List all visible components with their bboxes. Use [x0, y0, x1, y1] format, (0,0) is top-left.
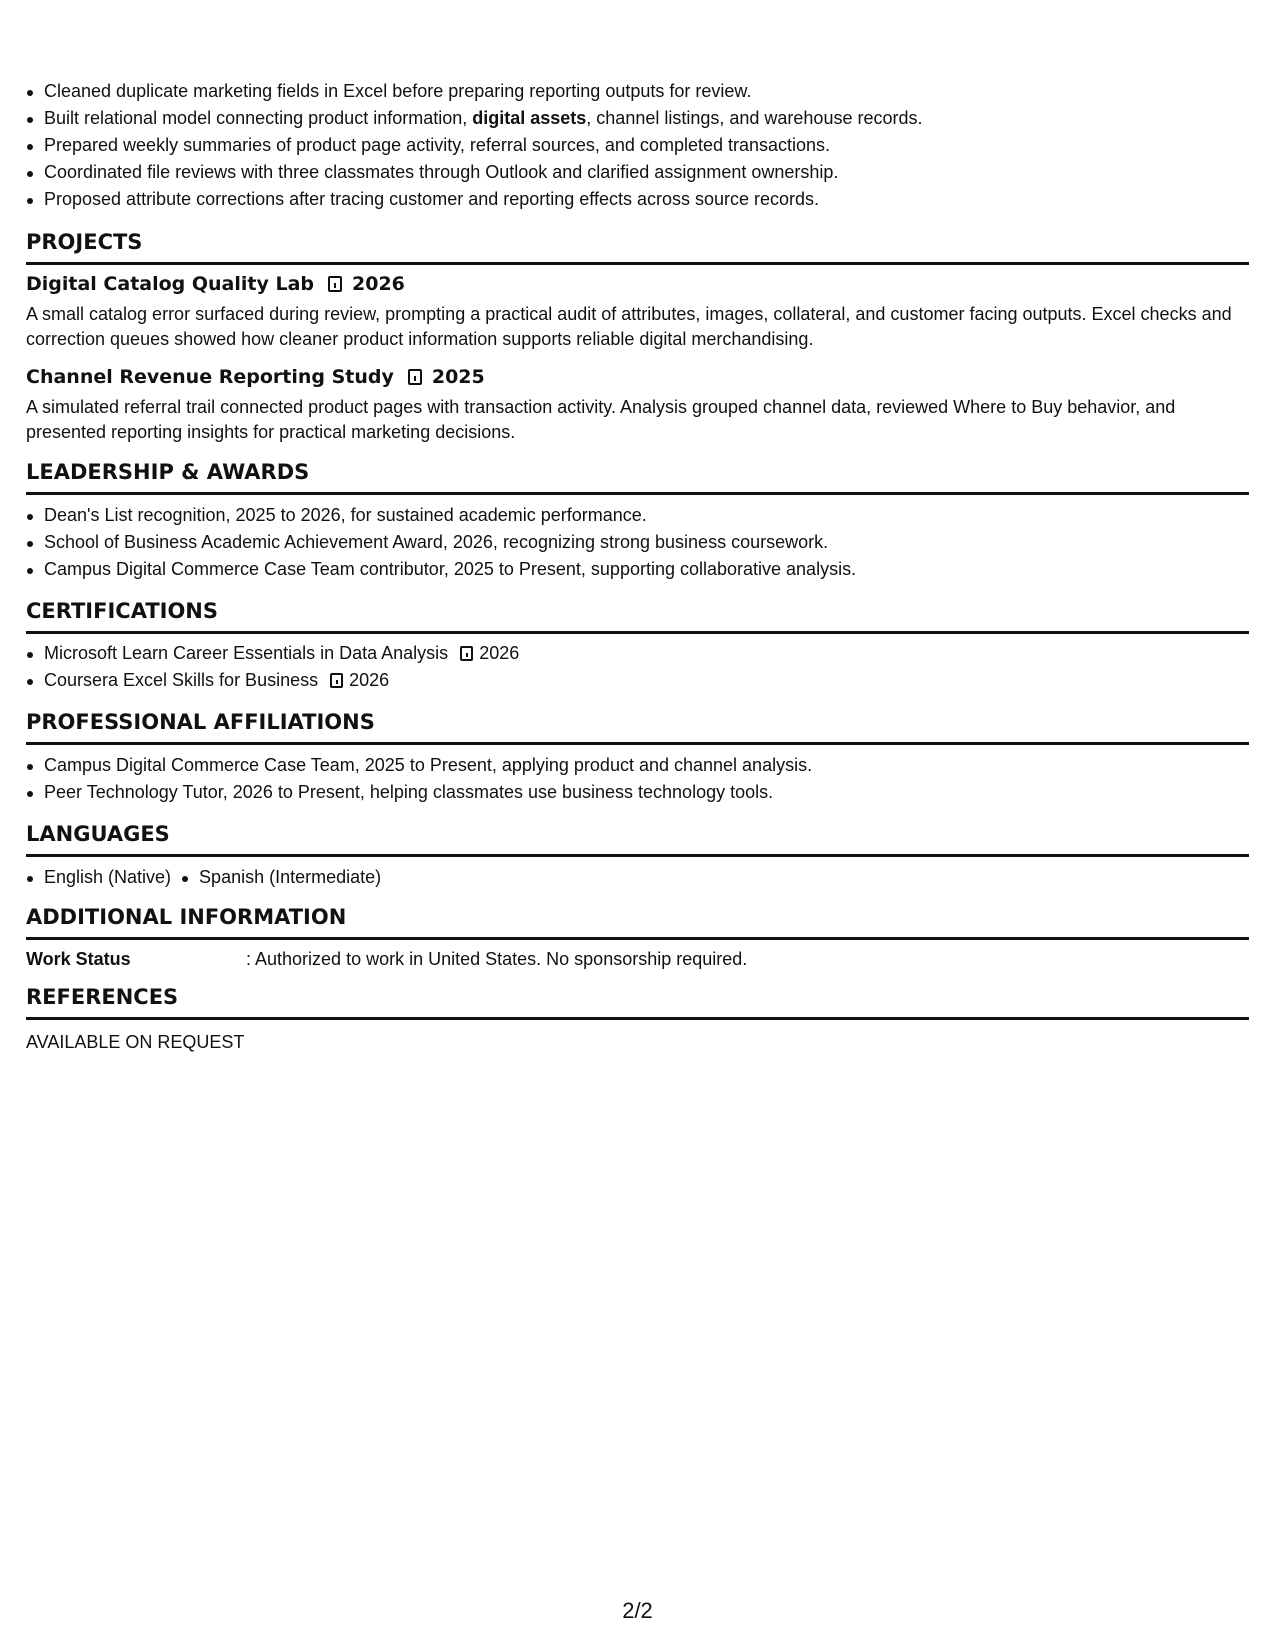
leadership-item: Dean's List recognition, 2025 to 2026, for sustained academic performance. — [44, 502, 856, 529]
language-item: Spanish (Intermediate) — [199, 864, 381, 891]
project-name: Digital Catalog Quality Lab — [26, 273, 315, 295]
work-status-value: : Authorized to work in United States. No sponsorship required. — [246, 949, 748, 969]
certification-item — [44, 640, 519, 667]
project-year: 2025 — [431, 366, 485, 388]
experience-bullet-list — [26, 78, 923, 213]
affiliation-item: Campus Digital Commerce Case Team, 2025 to Present, applying product and channel analysis. — [44, 752, 812, 779]
project-description: A small catalog error surfaced during review, prompting a practical audit of attributes, images, collateral, and customer facing outputs. Excel checks and correction queues showed how cleaner product information supports reliable digital merchandising. — [26, 304, 1232, 349]
page-number: 2/2 — [622, 1598, 653, 1623]
experience-bullet: Coordinated file reviews with three classmates through Outlook and clarified assignment ownership. — [44, 159, 923, 186]
certification-name: Microsoft Learn Career Essentials in Data Analysis — [44, 643, 449, 663]
languages-list — [26, 864, 385, 891]
work-status-label: Work Status — [26, 949, 131, 969]
certification-name: Coursera Excel Skills for Business — [44, 670, 319, 690]
references-text: AVAILABLE ON REQUEST — [26, 1032, 245, 1052]
leadership-heading: LEADERSHIP & AWARDS — [26, 458, 1249, 495]
experience-bullet: Prepared weekly summaries of product page activity, referral sources, and completed transactions. — [44, 132, 923, 159]
leadership-item: Campus Digital Commerce Case Team contributor, 2025 to Present, supporting collaborative analysis. — [44, 556, 856, 583]
certification-year: 2026 — [349, 670, 390, 690]
calendar-icon — [328, 276, 342, 292]
project-title — [26, 364, 485, 390]
project-year: 2026 — [352, 273, 405, 295]
project-description: A simulated referral trail connected product pages with transaction activity. Analysis grouped channel data, reviewed Where to Buy behavior, and presented reporting insights for practical marketing decisions. — [26, 397, 1176, 442]
affiliation-item: Peer Technology Tutor, 2026 to Present, helping classmates use business technology tools. — [44, 779, 812, 806]
affiliations-heading: PROFESSIONAL AFFILIATIONS — [26, 708, 1249, 745]
calendar-icon — [408, 369, 422, 385]
experience-bullet: Proposed attribute corrections after tracing customer and reporting effects across source records. — [44, 186, 923, 213]
references-heading: REFERENCES — [26, 983, 1249, 1020]
affiliations-list — [26, 752, 812, 806]
languages-heading: LANGUAGES — [26, 820, 1249, 857]
certification-year: 2026 — [479, 643, 520, 663]
projects-heading: PROJECTS — [26, 228, 1249, 265]
certifications-heading: CERTIFICATIONS — [26, 597, 1249, 634]
certification-item — [44, 667, 519, 694]
leadership-item: School of Business Academic Achievement Award, 2026, recognizing strong business coursework. — [44, 529, 856, 556]
project-title — [26, 271, 405, 297]
additional-info-heading: ADDITIONAL INFORMATION — [26, 903, 1249, 940]
work-status-row — [26, 946, 747, 972]
experience-bullet: Cleaned duplicate marketing fields in Excel before preparing reporting outputs for review. — [44, 78, 923, 105]
calendar-icon — [330, 673, 343, 688]
language-item: English (Native) — [44, 864, 171, 891]
certifications-list — [26, 640, 519, 694]
calendar-icon — [460, 646, 473, 661]
experience-bullet: Built relational model connecting product information, digital assets, channel listings, and warehouse records. — [44, 105, 923, 132]
leadership-list — [26, 502, 856, 583]
project-name: Channel Revenue Reporting Study — [26, 366, 394, 388]
